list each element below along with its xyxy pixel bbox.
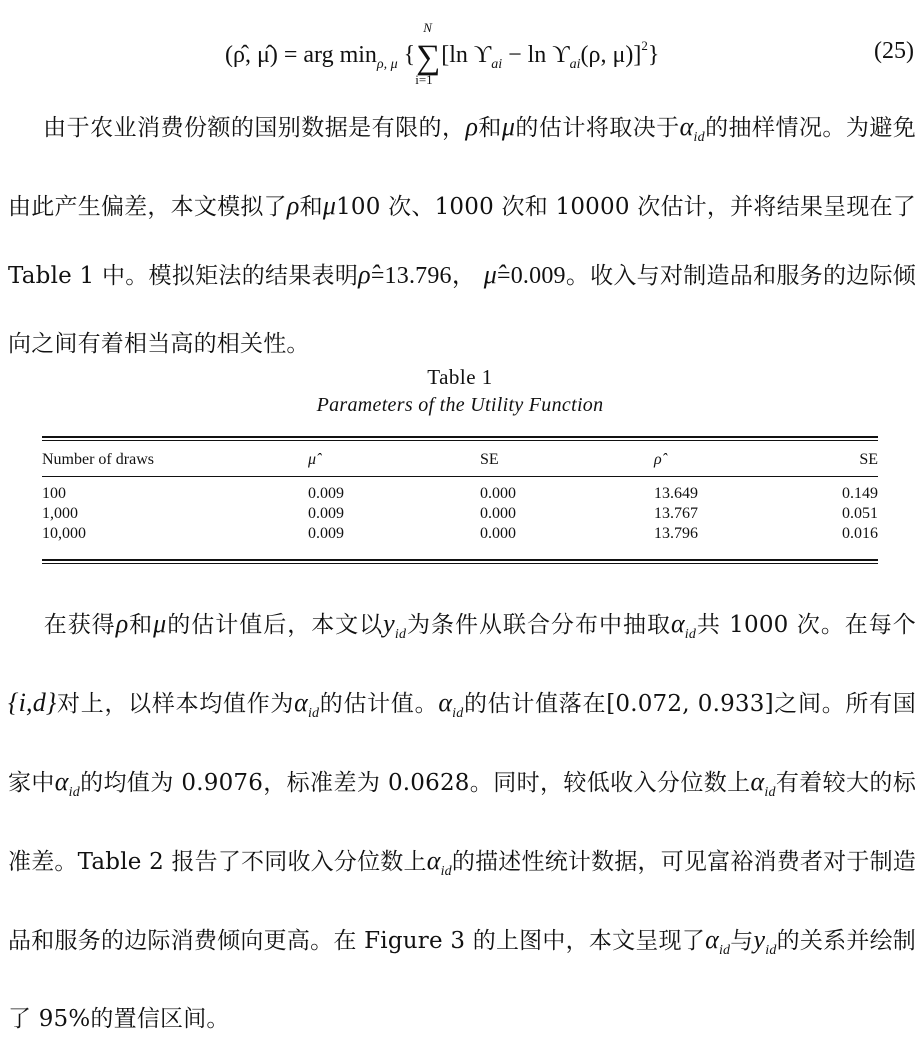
p1-mu-value: =0.009。 <box>497 263 591 289</box>
p2-alpha-4: α <box>54 767 69 796</box>
p2-text-5: 对上，以样本均值作为 <box>56 691 295 717</box>
p1-alpha-sub: id <box>693 130 705 145</box>
p2-alpha-sub-7: id <box>718 943 731 958</box>
cell-mu: 0.009 <box>308 505 344 522</box>
equation-term-a: [ln ϒ <box>441 42 492 68</box>
p2-text-2: 的估计值后，本文以 <box>166 612 384 638</box>
p2-rho: ρ <box>115 609 129 638</box>
sum-upper-limit: N <box>423 20 432 35</box>
equation-term-b: ln ϒ <box>527 42 570 68</box>
cell-draws: 100 <box>42 485 66 502</box>
equation-lhs: (ρ̂, μ̂) <box>225 42 278 68</box>
p1-rho-value: =13.796， <box>370 263 477 289</box>
sigma-icon: ∑ <box>416 39 441 76</box>
equation-term-b-sub: ai <box>569 57 581 72</box>
equation-brace-open: { <box>403 42 416 68</box>
p1-mu: μ <box>501 112 516 141</box>
cell-se-mu: 0.000 <box>480 505 516 522</box>
cell-se-mu: 0.000 <box>480 525 516 542</box>
p1-text-4: 100 次、1000 次和 10000 次估计，并将结果呈现在了 Table 1 中。模拟矩法的结果表明 <box>8 194 917 289</box>
p2-and: 和 <box>128 612 154 638</box>
p2-alpha: α <box>670 609 685 638</box>
p2-y-sub-2: id <box>765 943 777 958</box>
p2-alpha-sub-3: id <box>452 706 464 721</box>
p2-alpha-6: α <box>426 846 441 875</box>
p2-y-2: y <box>753 925 766 954</box>
p2-pair: {i,d} <box>8 688 57 717</box>
p2-text-10: 的描述性统计数据，可见富裕消费者对于制造品和服务的边际消费倾向更高。在 Figure 3 的上图中，本文呈现了 <box>8 849 916 954</box>
p2-text-11: 的关系并绘制了 95%的置信区间。 <box>8 928 917 1032</box>
p2-y-sub: id <box>394 627 407 642</box>
sum-lower-limit: i=1 <box>415 72 433 87</box>
p2-text-6: 的估计值。 <box>319 691 439 717</box>
equation-operator: arg min <box>303 42 377 68</box>
p2-mu: μ <box>153 609 167 638</box>
equation-minus: − <box>508 42 522 68</box>
p2-alpha-2: α <box>294 688 308 717</box>
p2-alpha-sub: id <box>684 627 697 642</box>
table-caption: Parameters of the Utility Function <box>316 394 604 416</box>
header-se-mu: SE <box>480 451 499 468</box>
summation <box>415 20 441 87</box>
p1-text-5: 收入与对制造品和服务的边际倾向之间有着相当高的相关性。 <box>8 263 917 357</box>
p1-rho-hat: ρ̂ <box>358 260 371 289</box>
cell-mu: 0.009 <box>308 525 344 542</box>
p1-rho: ρ <box>465 112 479 141</box>
cell-se-rho: 0.016 <box>842 525 878 542</box>
equation-equals: = <box>283 42 298 68</box>
table-bottom-rule <box>42 559 878 564</box>
p2-alpha-5: α <box>750 767 765 796</box>
p2-text-8: 的均值为 0.9076，标准差为 0.0628。同时，较低收入分位数上 <box>79 770 751 796</box>
p2-text-7: 的估计值落在[0.072, 0.933]之间。所有国家中 <box>8 691 917 796</box>
table-1 <box>42 365 878 542</box>
cell-rho: 13.796 <box>654 525 698 542</box>
cell-se-rho: 0.051 <box>842 505 878 522</box>
p1-text-2: 的估计将取决于 <box>515 115 680 141</box>
p2-alpha-sub-6: id <box>440 864 452 879</box>
cell-draws: 10,000 <box>42 525 86 542</box>
p1-text-1: 由于农业消费份额的国别数据是有限的， <box>42 115 466 141</box>
cell-draws: 1,000 <box>42 505 78 522</box>
p2-y: y <box>383 609 395 638</box>
header-rho-hat: ρ̂ <box>654 451 662 468</box>
p2-text-3: 为条件从联合分布中抽取 <box>406 612 671 638</box>
p2-alpha-sub-2: id <box>307 706 320 721</box>
paragraph-1 <box>8 93 916 378</box>
equation-brace-close: } <box>647 42 660 68</box>
cell-se-rho: 0.149 <box>842 485 878 502</box>
equation-operator-subscript: ρ, μ <box>376 57 398 72</box>
p1-rho-2: ρ <box>286 191 300 220</box>
equation-25 <box>0 10 924 90</box>
p2-text-9: 有着较大的标准差。Table 2 报告了不同收入分位数上 <box>8 770 917 875</box>
equation-term-b-args: (ρ, μ)] <box>580 42 642 68</box>
p2-yu: 与 <box>730 928 754 954</box>
equation-power: 2 <box>641 38 648 53</box>
cell-rho: 13.649 <box>654 485 698 502</box>
p1-and: 和 <box>478 115 502 141</box>
cell-rho: 13.767 <box>654 505 698 522</box>
cell-mu: 0.009 <box>308 485 344 502</box>
header-mu-hat: μ̂ <box>308 451 317 468</box>
table-title: Table 1 <box>427 365 493 389</box>
cell-se-mu: 0.000 <box>480 485 516 502</box>
p2-alpha-7: α <box>705 925 719 954</box>
p1-text-3: 的抽样情况。为避免由此产生偏差，本文模拟了 <box>8 115 916 220</box>
table-top-rule <box>42 436 878 441</box>
header-draws: Number of draws <box>42 451 154 468</box>
p1-mu-2: μ <box>322 191 337 220</box>
p2-alpha-sub-4: id <box>68 785 80 800</box>
paragraph-2 <box>8 590 916 1053</box>
p2-alpha-sub-5: id <box>764 785 776 800</box>
p1-alpha: α <box>679 112 694 141</box>
p1-and-2: 和 <box>299 194 323 220</box>
p2-text-4: 共 1000 次。在每个 <box>696 612 916 638</box>
equation-term-a-sub: ai <box>491 57 503 72</box>
p2-alpha-3: α <box>438 688 453 717</box>
p1-mu-hat: μ̂ <box>483 260 497 289</box>
equation-body <box>225 20 660 87</box>
p2-text-1: 在获得 <box>42 612 116 638</box>
equation-number: (25) <box>874 38 914 64</box>
table-header-rule <box>42 476 878 477</box>
header-se-rho: SE <box>859 451 878 468</box>
